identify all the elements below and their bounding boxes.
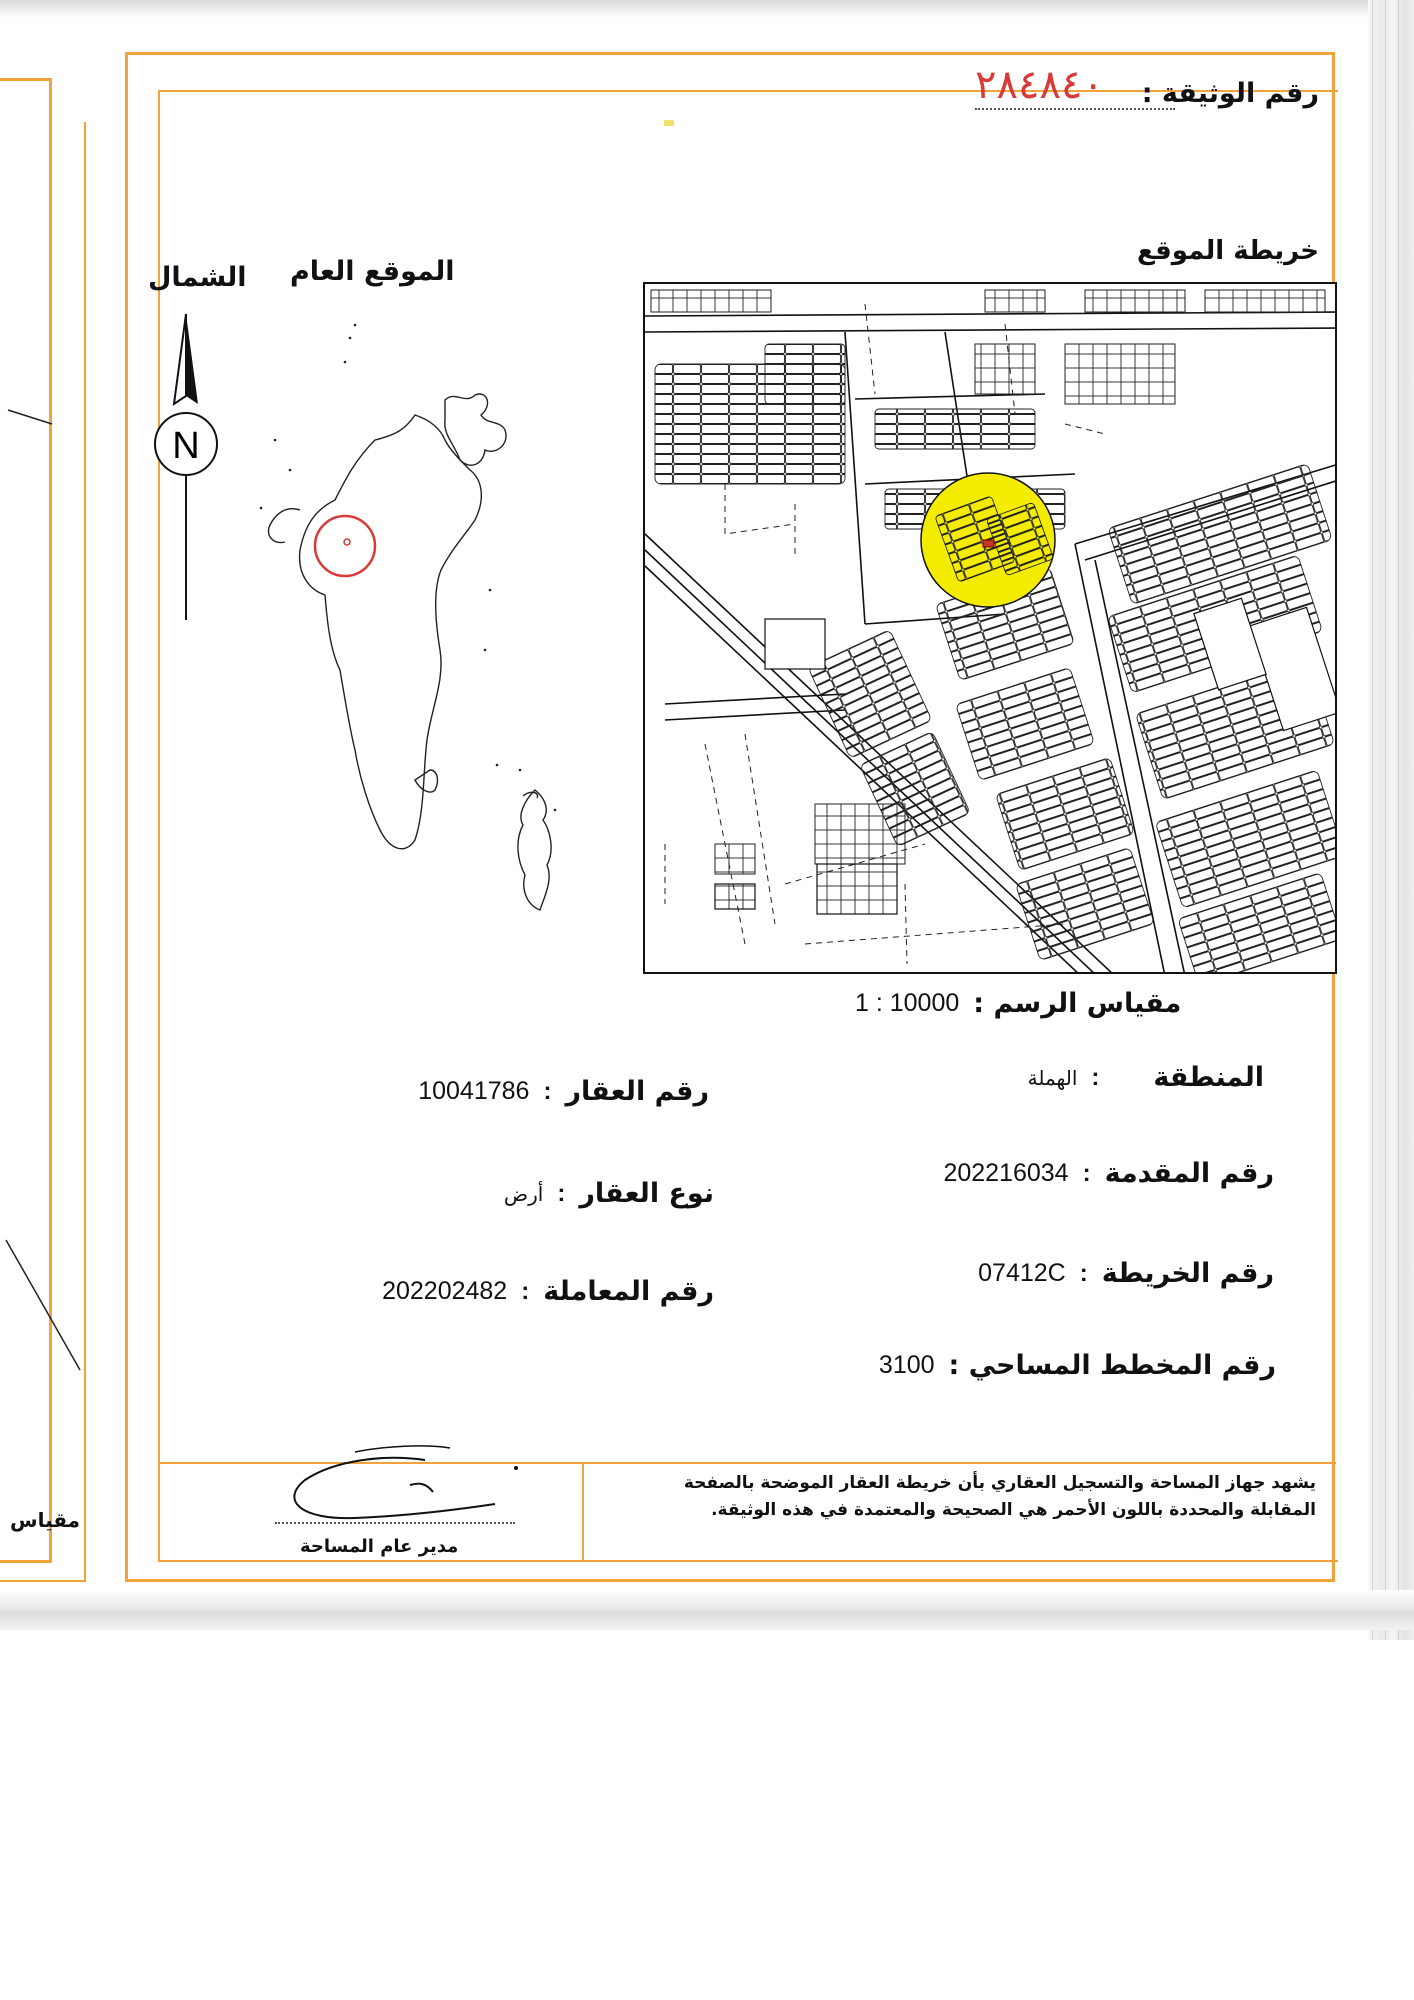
scale-value: 1 : 10000 <box>855 989 960 1017</box>
application-number-field <box>943 1158 1274 1189</box>
map-number-field <box>978 1258 1274 1289</box>
property-type-value: أرض <box>503 1181 544 1206</box>
area-colon: : <box>1091 1063 1100 1091</box>
signature-icon <box>265 1440 565 1530</box>
property-number-value: 10041786 <box>418 1077 530 1105</box>
footer-vertical-divider <box>582 1462 584 1562</box>
transaction-number-label: رقم المعاملة <box>543 1276 714 1307</box>
page-edge-line <box>1398 0 1399 1640</box>
map-scale <box>855 988 1181 1019</box>
page-edge-line <box>1385 0 1386 1640</box>
scan-top-shadow <box>0 0 1414 18</box>
scale-label: مقياس الرسم : <box>973 988 1182 1019</box>
site-map-title: خريطة الموقع <box>1136 236 1319 266</box>
scan-bottom-fold <box>0 1590 1414 1630</box>
map-number-value: 07412C <box>978 1259 1066 1287</box>
document-number-handwritten: ٢٨٤٨٤٠ <box>975 62 1104 108</box>
map-number-label: رقم الخريطة <box>1101 1258 1274 1289</box>
document-number-dotted-line <box>975 108 1175 110</box>
left-page-text: مقياس <box>10 1508 81 1532</box>
property-number-label: رقم العقار <box>565 1076 709 1107</box>
area-value: الهملة <box>1027 1065 1078 1090</box>
scan-right-edge <box>1368 0 1414 1640</box>
general-location-title: الموقع العام <box>290 256 455 287</box>
document-number-label: رقم الوثيقة : <box>1141 78 1319 109</box>
property-number-colon: : <box>543 1077 552 1105</box>
application-number-value: 202216034 <box>943 1159 1069 1187</box>
survey-plan-value: 3100 <box>878 1351 935 1379</box>
certification-text: يشهد جهاز المساحة والتسجيل العقاري بأن خريطة العقار الموضحة بالصفحة المقابلة والمحددة باللون الأحمر هي الصحيحة والمعتمدة في هذه الوثيقة. <box>683 1473 1316 1520</box>
transaction-number-field <box>382 1276 714 1307</box>
site-map <box>643 282 1337 974</box>
transaction-number-value: 202202482 <box>382 1277 508 1305</box>
property-type-label: نوع العقار <box>579 1178 714 1209</box>
general-location-map <box>255 320 585 940</box>
location-circle-icon <box>315 516 375 576</box>
map-number-colon: : <box>1079 1259 1088 1287</box>
property-type-field <box>504 1178 714 1209</box>
property-number-field <box>418 1076 709 1107</box>
north-title: الشمال <box>148 262 247 293</box>
transaction-number-colon: : <box>521 1277 530 1305</box>
area-label: المنطقة <box>1153 1062 1264 1093</box>
area-field <box>1028 1062 1264 1093</box>
survey-plan-label: رقم المخطط المساحي : <box>948 1350 1276 1381</box>
site-map-drawing <box>645 284 1337 974</box>
north-arrow-icon <box>148 308 224 628</box>
north-letter: N <box>172 425 200 467</box>
property-type-colon: : <box>557 1179 566 1207</box>
page-edge-line <box>1372 0 1373 1640</box>
left-page-lines <box>0 380 90 1380</box>
survey-plan-field <box>879 1350 1276 1381</box>
stray-mark <box>664 120 674 126</box>
application-number-label: رقم المقدمة <box>1104 1158 1274 1189</box>
application-number-colon: : <box>1082 1159 1091 1187</box>
signatory-title: مدير عام المساحة <box>300 1536 459 1557</box>
